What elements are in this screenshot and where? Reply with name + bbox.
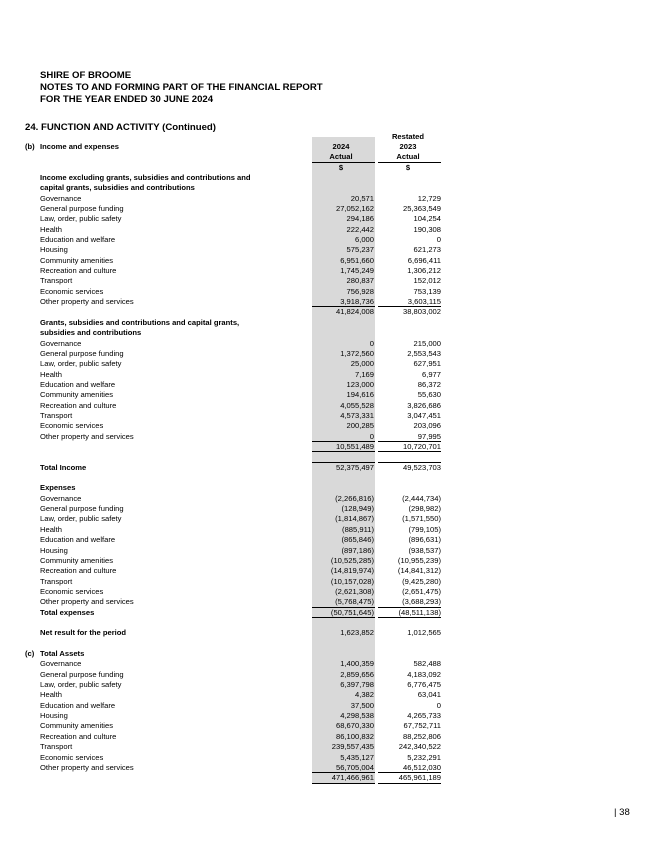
row-label: Health (40, 690, 62, 700)
table-row (0, 194, 652, 204)
total-2024: (50,751,645) (330, 607, 374, 617)
table-row (0, 742, 652, 752)
value-2024: 56,705,004 (335, 762, 374, 772)
value-2023: 12,729 (417, 193, 441, 203)
row-label: Transport (40, 276, 73, 286)
net-result-label: Net result for the period (40, 628, 127, 638)
total-2023: 38,803,002 (402, 307, 441, 317)
value-2024: (2,621,308) (335, 586, 374, 596)
value-2024: (14,819,974) (330, 566, 374, 576)
value-2023: 63,041 (417, 690, 441, 700)
underline (312, 462, 375, 463)
row-label: Law, order, public safety (40, 514, 122, 524)
value-2024: (897,186) (341, 545, 374, 555)
value-2024: 27,052,162 (335, 203, 374, 213)
table-row (0, 163, 652, 173)
table-row (0, 276, 652, 286)
underline (312, 617, 375, 618)
table-row (0, 266, 652, 276)
assets-total-2023: 465,961,189 (398, 773, 441, 783)
value-2023: 5,232,291 (407, 752, 441, 762)
value-2023: 627,951 (413, 359, 441, 369)
row-label: Housing (40, 545, 68, 555)
table-row (0, 701, 652, 711)
value-2024: 575,237 (346, 245, 374, 255)
table-row (0, 649, 652, 659)
row-label: Law, order, public safety (40, 359, 122, 369)
value-2023: 55,630 (417, 390, 441, 400)
value-2023: 0 (436, 700, 441, 710)
value-2024: 4,573,331 (340, 410, 374, 420)
table-row (0, 256, 652, 266)
row-label: Community amenities (40, 555, 114, 565)
value-2024: 0 (369, 338, 374, 348)
value-2024: (128,949) (341, 504, 374, 514)
value-2023: 190,308 (413, 224, 441, 234)
value-2024: 222,442 (346, 224, 374, 234)
header-notes: NOTES TO AND FORMING PART OF THE FINANCIAL REPORT (40, 82, 323, 93)
row-label: Education and welfare (40, 535, 116, 545)
value-2023: 582,488 (413, 659, 441, 669)
unit-2024: $ (338, 162, 344, 172)
underline (378, 451, 441, 452)
actual-2023: Actual (396, 152, 420, 162)
value-2024: 1,400,359 (340, 659, 374, 669)
value-2023: (938,537) (408, 545, 441, 555)
table-row (0, 587, 652, 597)
value-2024: 0 (369, 431, 374, 441)
total-income-label: Total Income (40, 462, 87, 472)
restated-label: Restated (391, 131, 425, 141)
value-2024: 4,055,528 (340, 400, 374, 410)
value-2023: 6,776,475 (407, 680, 441, 690)
value-2023: 152,012 (413, 276, 441, 286)
table-row (0, 659, 652, 669)
row-label: Community amenities (40, 255, 114, 265)
table-row (0, 235, 652, 245)
value-2023: 6,977 (421, 369, 441, 379)
row-label: Transport (40, 576, 73, 586)
value-2024: 37,500 (350, 700, 374, 710)
value-2023: 203,096 (413, 421, 441, 431)
row-label: Recreation and culture (40, 400, 117, 410)
row-label: Health (40, 224, 62, 234)
header-shire: SHIRE OF BROOME (40, 70, 132, 81)
value-2023: 88,252,806 (402, 731, 441, 741)
table-row (0, 483, 652, 493)
value-2024: 6,000 (354, 235, 374, 244)
page-number: | 38 (614, 807, 630, 818)
table-row (0, 670, 652, 680)
table-row (0, 183, 652, 193)
value-2023: 3,826,686 (407, 400, 441, 410)
row-label: Economic services (40, 752, 104, 762)
value-2023: (298,982) (408, 504, 441, 514)
value-2024: (865,846) (341, 535, 374, 545)
row-label: Community amenities (40, 721, 114, 731)
row-label: Economic services (40, 586, 104, 596)
row-label: Other property and services (40, 431, 134, 441)
row-label: Education and welfare (40, 235, 116, 244)
table-row (0, 566, 652, 576)
table-row (0, 556, 652, 566)
table-row (0, 370, 652, 380)
value-2024: 2,859,656 (340, 669, 374, 679)
row-label: Recreation and culture (40, 566, 117, 576)
table-row (0, 307, 652, 317)
value-2024: (885,911) (342, 524, 374, 534)
table-row (0, 401, 652, 411)
report-header (40, 70, 323, 106)
value-2024: 6,397,798 (340, 680, 374, 690)
row-label: Transport (40, 410, 73, 420)
value-2023: (799,105) (408, 524, 441, 534)
table-row (0, 463, 652, 473)
value-2023: 46,512,030 (402, 762, 441, 772)
table-row (0, 753, 652, 763)
table-row (0, 680, 652, 690)
value-2024: 756,928 (346, 286, 374, 296)
row-label: Economic services (40, 286, 104, 296)
table-row (0, 328, 652, 338)
assets-total-2024: 471,466,961 (331, 773, 374, 783)
group-title: Expenses (40, 483, 76, 493)
table-row (0, 494, 652, 504)
total-2023: (48,511,138) (398, 607, 441, 617)
value-2024: 1,745,249 (340, 266, 374, 276)
value-2023: 6,696,411 (407, 255, 441, 265)
table-row (0, 421, 652, 431)
value-2024: 6,951,660 (340, 255, 374, 265)
total-income-2023: 49,523,703 (402, 462, 441, 472)
table-row (0, 359, 652, 369)
total-2024: 10,551,489 (335, 442, 374, 451)
table-row (0, 411, 652, 421)
table-row (0, 525, 652, 535)
total-label: Total expenses (40, 607, 95, 617)
group-title: capital grants, subsidies and contributions (40, 183, 195, 193)
row-label: General purpose funding (40, 348, 124, 358)
value-2024: 4,298,538 (340, 711, 374, 721)
value-2023: (1,571,550) (402, 514, 441, 524)
value-2023: (9,425,280) (402, 576, 441, 586)
row-label: Economic services (40, 421, 104, 431)
value-2023: 86,372 (417, 379, 441, 389)
row-label: Housing (40, 245, 68, 255)
row-label: Governance (40, 338, 82, 348)
table-row (0, 287, 652, 297)
row-label: Other property and services (40, 597, 134, 607)
table-row (0, 132, 652, 142)
value-2023: (2,444,734) (402, 493, 441, 503)
part-b-prefix: (b) (25, 141, 35, 151)
value-2023: 1,306,212 (407, 266, 441, 276)
value-2024: 86,100,832 (335, 731, 374, 741)
value-2024: 3,918,736 (340, 297, 374, 307)
table-row (0, 225, 652, 235)
row-label: Recreation and culture (40, 731, 117, 741)
value-2024: 20,571 (350, 193, 374, 203)
table-row (0, 577, 652, 587)
underline (378, 462, 441, 463)
part-b-title: Income and expenses (40, 141, 119, 151)
table-row (0, 204, 652, 214)
row-label: Recreation and culture (40, 266, 117, 276)
year-2023: 2023 (399, 141, 417, 151)
value-2023: (2,651,475) (402, 586, 441, 596)
table-row (0, 514, 652, 524)
value-2023: 25,363,549 (402, 203, 441, 213)
value-2024: (1,814,867) (335, 514, 374, 524)
row-label: Governance (40, 659, 82, 669)
value-2024: 1,372,560 (340, 348, 374, 358)
group-title: Grants, subsidies and contributions and capital grants, (40, 317, 240, 327)
value-2023: 67,752,711 (403, 721, 441, 731)
row-label: Other property and services (40, 297, 134, 307)
table-row (0, 732, 652, 742)
net-result-2023: 1,012,565 (407, 628, 441, 638)
table-row (0, 380, 652, 390)
header-year: FOR THE YEAR ENDED 30 JUNE 2024 (40, 94, 214, 105)
table-row (0, 245, 652, 255)
value-2024: 123,000 (346, 379, 374, 389)
table-row (0, 711, 652, 721)
row-label: Housing (40, 711, 68, 721)
part-c-title: Total Assets (40, 649, 85, 658)
group-title: Income excluding grants, subsidies and contributions and (40, 172, 251, 182)
actual-2024: Actual (329, 152, 353, 162)
row-label: General purpose funding (40, 203, 124, 213)
table-row (0, 318, 652, 328)
row-label: Health (40, 524, 62, 534)
value-2024: (5,768,475) (335, 597, 374, 607)
value-2024: 239,557,435 (331, 742, 374, 752)
row-label: Law, order, public safety (40, 680, 122, 690)
row-label: Governance (40, 493, 82, 503)
value-2024: (10,157,028) (330, 576, 374, 586)
row-label: Governance (40, 193, 82, 203)
table-row (0, 546, 652, 556)
unit-2023: $ (405, 162, 411, 172)
section-title: 24. FUNCTION AND ACTIVITY (Continued) (25, 122, 216, 133)
total-2024: 41,824,008 (335, 307, 374, 317)
value-2023: 242,340,522 (398, 742, 441, 752)
row-label: Other property and services (40, 762, 134, 772)
value-2024: 294,186 (346, 214, 374, 224)
table-row (0, 721, 652, 731)
value-2024: 5,435,127 (340, 752, 374, 762)
value-2023: (896,631) (408, 535, 441, 545)
value-2023: 104,254 (413, 214, 441, 224)
net-result-2024: 1,623,852 (340, 628, 374, 638)
value-2023: 3,047,451 (407, 410, 441, 420)
table-row (0, 535, 652, 545)
value-2023: 215,000 (413, 338, 441, 348)
total-income-2024: 52,375,497 (335, 462, 374, 472)
table-row (0, 628, 652, 638)
row-label: Law, order, public safety (40, 214, 122, 224)
table-row (0, 390, 652, 400)
value-2024: 25,000 (350, 359, 374, 369)
value-2023: 2,553,543 (407, 348, 441, 358)
value-2023: 0 (436, 235, 441, 244)
row-label: Health (40, 369, 62, 379)
row-label: Community amenities (40, 390, 114, 400)
value-2023: 4,265,733 (407, 711, 441, 721)
row-label: Education and welfare (40, 700, 116, 710)
part-c-prefix: (c) (25, 649, 35, 658)
row-label: General purpose funding (40, 504, 124, 514)
row-label: Education and welfare (40, 379, 116, 389)
underline (312, 451, 375, 452)
value-2024: (2,266,816) (335, 493, 374, 503)
year-2024: 2024 (332, 141, 350, 151)
table-row (0, 349, 652, 359)
value-2023: 753,139 (413, 286, 441, 296)
table-row (0, 214, 652, 224)
table-row (0, 339, 652, 349)
row-label: Transport (40, 742, 73, 752)
underline (378, 783, 441, 784)
group-title: subsidies and contributions (40, 328, 142, 338)
value-2023: 3,603,115 (407, 297, 441, 307)
value-2023: (10,955,239) (397, 555, 441, 565)
value-2024: 68,670,330 (335, 721, 374, 731)
underline (312, 783, 375, 784)
value-2023: (14,841,312) (397, 566, 441, 576)
table-row (0, 690, 652, 700)
value-2024: 194,616 (346, 390, 374, 400)
value-2024: (10,525,285) (330, 555, 374, 565)
value-2023: 97,995 (417, 431, 441, 441)
row-label: General purpose funding (40, 669, 124, 679)
table-row (0, 504, 652, 514)
table-row (0, 142, 652, 152)
value-2023: (3,688,293) (402, 597, 441, 607)
table-row (0, 173, 652, 183)
underline (378, 617, 441, 618)
value-2024: 4,382 (354, 690, 374, 700)
value-2023: 4,183,092 (407, 669, 441, 679)
value-2024: 200,285 (346, 421, 374, 431)
value-2023: 621,273 (413, 245, 441, 255)
total-2023: 10,720,701 (402, 442, 441, 451)
value-2024: 7,169 (354, 369, 374, 379)
value-2024: 280,837 (346, 276, 374, 286)
